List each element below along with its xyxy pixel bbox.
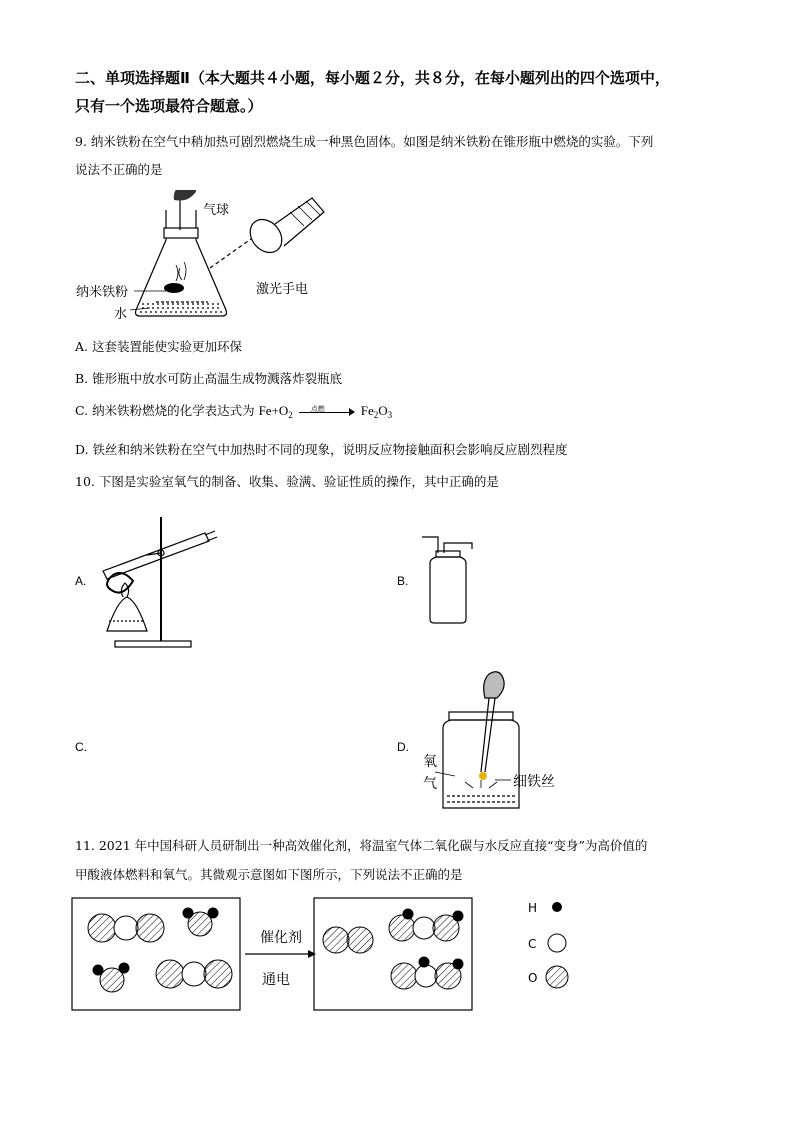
q11-stem-line2: 甲酸液体燃料和氧气。其微观示意图如下图所示，下列说法不正确的是 bbox=[75, 867, 463, 882]
label-laser: 激光手电 bbox=[256, 282, 309, 297]
iron-powder bbox=[164, 283, 184, 293]
label-oxygen-1: 氧 bbox=[423, 754, 437, 770]
label-electrify: 通电 bbox=[262, 972, 290, 988]
label-powder: 纳米铁粉 bbox=[76, 285, 129, 300]
q11-stem-line1: 11. 2021 年中国科研人员研制出一种高效催化剂，将温室气体二氧化碳与水反应直接“变身”为高价值的 bbox=[75, 838, 648, 853]
q9-option-b[interactable]: B. 锥形瓶中放水可防止高温生成物溅落炸裂瓶底 bbox=[75, 371, 343, 386]
q9-flask-figure bbox=[70, 190, 340, 330]
equation: $Fe+O_2$ bbox=[258, 403, 293, 420]
reaction-arrow: 点燃 bbox=[297, 405, 357, 419]
q9-option-c-text: C. 纳米铁粉燃烧的化学表达式为 bbox=[75, 403, 255, 418]
label-catalyst: 催化剂 bbox=[260, 930, 302, 946]
legend-o: O bbox=[528, 971, 538, 985]
spark-icon bbox=[479, 772, 487, 780]
q9-stem-line2: 说法不正确的是 bbox=[75, 162, 163, 177]
q9-option-c[interactable] bbox=[75, 398, 725, 428]
q10-option-b-label[interactable]: B. bbox=[397, 574, 409, 588]
q10-figure-a-heating-tube bbox=[95, 513, 225, 653]
q10-stem: 10. 下图是实验室氧气的制备、收集、验满、验证性质的操作，其中正确的是 bbox=[75, 474, 499, 489]
atom-legend bbox=[528, 901, 568, 988]
label-water: 水 bbox=[114, 307, 128, 322]
laser-flashlight bbox=[244, 198, 324, 259]
label-oxygen-2: 气 bbox=[423, 776, 437, 792]
q9-option-a[interactable]: A. 这套装置能使实验更加环保 bbox=[75, 339, 242, 354]
section-title-line1: 二、单项选择题Ⅱ（本大题共４小题，每小题２分，共８分，在每小题列出的四个选项中， bbox=[75, 69, 670, 87]
legend-h: H bbox=[528, 901, 538, 915]
balloon-shape bbox=[174, 190, 196, 201]
label-iron-wire: 细铁丝 bbox=[513, 774, 555, 790]
equation-product: $Fe_2O_3$ bbox=[360, 403, 393, 420]
arrow-head-icon bbox=[308, 950, 316, 958]
q9-stem-line1: 9. 纳米铁粉在空气中稍加热可剧烈燃烧生成一种黑色固体。如图是纳米铁粉在锥形瓶中燃烧的实验。下列 bbox=[75, 134, 654, 149]
q10-figure-d-iron-wire bbox=[415, 668, 585, 818]
legend-c: C bbox=[528, 937, 537, 951]
label-balloon: 气球 bbox=[203, 203, 230, 218]
q11-molecule-diagram bbox=[60, 888, 620, 1018]
section-title-line2: 只有一个选项最符合题意。） bbox=[75, 97, 263, 115]
q10-figure-b-gas-bottle bbox=[418, 535, 478, 627]
q10-option-a-label[interactable]: A. bbox=[75, 574, 87, 588]
q10-option-d-label[interactable]: D. bbox=[397, 740, 409, 754]
q10-option-c-label[interactable]: C. bbox=[75, 740, 87, 754]
q9-option-d[interactable]: D. 铁丝和纳米铁粉在空气中加热时不同的现象，说明反应物接触面积会影响反应剧烈程度 bbox=[75, 442, 568, 457]
